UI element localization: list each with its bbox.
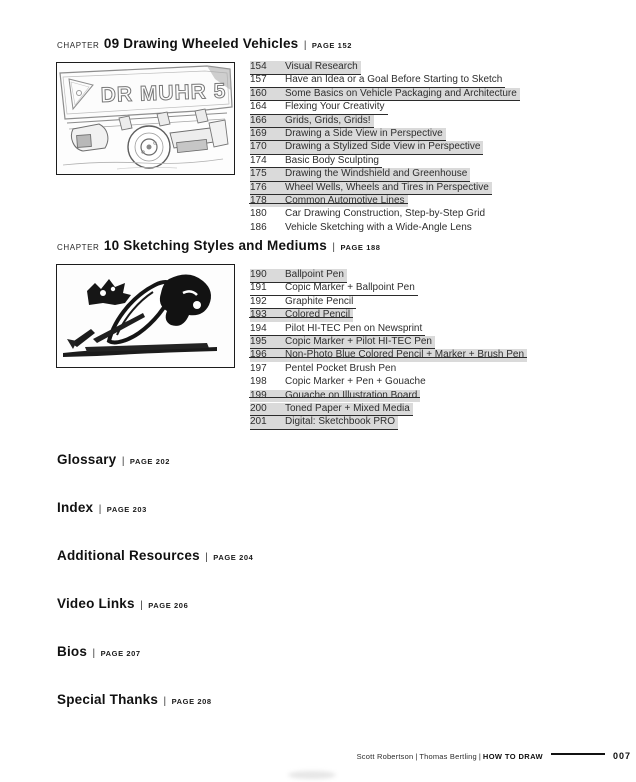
toc-entry-text <box>250 403 413 417</box>
toc-entry-page-number: 176 <box>250 181 267 193</box>
footer-rule <box>551 753 605 755</box>
toc-entry-page-number: 190 <box>250 269 267 280</box>
toc-entry-title: Common Automotive Lines <box>285 194 405 206</box>
toc-entry-text <box>250 208 488 221</box>
chapter-09-heading <box>57 35 352 53</box>
toc-entry-title: Visual Research <box>285 61 358 72</box>
section-page-label: PAGE 208 <box>171 697 212 706</box>
toc-entry-page-number: 198 <box>250 376 267 388</box>
toc-entry-title: Copic Marker + Pilot HI-TEC Pen <box>285 335 432 347</box>
back-matter-heading <box>57 452 253 469</box>
toc-entry-page-number: 160 <box>250 87 267 99</box>
toc-entry-page-number: 194 <box>250 322 267 334</box>
section-title: Index <box>57 500 94 515</box>
truck-lettering: DR MUHR 5 <box>100 79 227 107</box>
toc-entry-text <box>250 282 418 296</box>
back-matter-heading <box>57 548 253 565</box>
toc-entry-page-number: 196 <box>250 349 267 361</box>
toc-entry-page-number: 191 <box>250 282 267 294</box>
toc-entry-page-number: 169 <box>250 127 267 139</box>
toc-entry-text <box>250 128 446 142</box>
toc-entry-page-number: 197 <box>250 362 267 374</box>
toc-entry-text <box>250 101 388 115</box>
toc-entry-text <box>250 323 425 337</box>
toc-entry-page-number: 186 <box>250 221 267 233</box>
toc-entry-page-number: 164 <box>250 101 267 113</box>
back-matter-heading <box>57 596 253 613</box>
toc-entry-title: Flexing Your Creativity <box>285 101 385 113</box>
section-title: Glossary <box>57 452 117 467</box>
toc-entry-text <box>250 141 483 155</box>
section-page-label: PAGE 206 <box>148 601 189 610</box>
toc-entry-title: Copic Marker + Ballpoint Pen <box>285 282 415 294</box>
pipe-separator: | <box>303 40 307 51</box>
toc-entry-page-number: 170 <box>250 141 267 153</box>
truck-sketch-drawing <box>57 63 234 174</box>
pipe-separator: | <box>415 752 418 761</box>
toc-entry-page-number: 192 <box>250 295 267 307</box>
back-matter-heading <box>57 692 253 709</box>
toc-entry-title: Gouache on Illustration Board <box>285 389 418 401</box>
section-page-label: PAGE 202 <box>129 457 171 466</box>
toc-entry-text <box>250 88 520 102</box>
pipe-separator: | <box>92 648 96 659</box>
toc-entry-page-number: 154 <box>250 61 267 72</box>
toc-entry-text <box>250 115 374 129</box>
toc-entry-title: Digital: Sketchbook PRO <box>285 416 396 428</box>
brush-sketch-drawing <box>57 265 234 367</box>
toc-entry-page-number: 193 <box>250 309 267 321</box>
footer-author2: Thomas Bertling <box>419 752 477 761</box>
truck-pencil-sketch-image <box>56 62 235 175</box>
toc-entry <box>250 264 600 280</box>
pipe-separator: | <box>140 600 143 611</box>
toc-entry-title: Pilot HI-TEC Pen on Newsprint <box>285 322 423 334</box>
toc-entry-page-number: 180 <box>250 208 267 220</box>
toc-entry-text <box>250 363 399 376</box>
toc-entry-page-number: 174 <box>250 154 267 166</box>
toc-entry-title: Have an Idea or a Goal Before Starting to Sketch <box>285 74 503 86</box>
chapter-title: 09 Drawing Wheeled Vehicles <box>103 36 299 51</box>
toc-entry-title: Toned Paper + Mixed Media <box>285 402 410 414</box>
toc-entry-title: Drawing the Windshield and Greenhouse <box>285 168 468 180</box>
toc-entry-page-number: 199 <box>250 389 267 401</box>
toc-entry-title: Copic Marker + Pen + Gouache <box>285 376 426 388</box>
chapter-10-toc-list <box>250 264 600 428</box>
toc-entry-title: Some Basics on Vehicle Packaging and Architecture <box>285 87 517 99</box>
toc-entry-text <box>250 390 420 403</box>
chapter-page-label: PAGE 188 <box>340 243 381 252</box>
toc-entry-page-number: 166 <box>250 114 267 126</box>
toc-entry-text <box>250 61 361 75</box>
chapter-label: CHAPTER <box>57 41 100 50</box>
scan-smudge-artifact <box>288 771 336 779</box>
toc-entry-text <box>250 296 356 310</box>
toc-entry-text <box>250 416 398 430</box>
toc-entry-text <box>250 155 382 169</box>
toc-entry-title: Drawing a Side View in Perspective <box>285 127 443 139</box>
toc-entry-text <box>250 336 435 350</box>
toc-entry-title: Vehicle Sketching with a Wide-Angle Lens <box>285 221 472 233</box>
section-title: Special Thanks <box>57 692 159 707</box>
toc-entry-title: Grids, Grids, Grids! <box>285 114 371 126</box>
footer-author1: Scott Robertson <box>356 752 414 761</box>
toc-entry-text <box>250 222 475 235</box>
pipe-separator: | <box>163 696 167 707</box>
toc-entry-title: Wheel Wells, Wheels and Tires in Perspective <box>285 181 489 193</box>
pipe-separator: | <box>121 456 125 467</box>
pipe-separator: | <box>205 552 208 563</box>
toc-entry-text <box>250 168 470 182</box>
footer-book-title: HOW TO DRAW <box>482 752 543 761</box>
section-title: Bios <box>57 644 88 659</box>
toc-entry-page-number: 178 <box>250 194 267 206</box>
toc-entry-text <box>250 195 408 208</box>
toc-entry-title: Car Drawing Construction, Step-by-Step Grid <box>285 208 486 220</box>
toc-entry <box>250 56 600 72</box>
toc-entry-text <box>250 182 492 196</box>
toc-entry-title: Basic Body Sculpting <box>285 154 379 166</box>
section-title: Video Links <box>57 596 135 611</box>
pipe-separator: | <box>478 752 481 761</box>
section-page-label: PAGE 204 <box>213 553 254 562</box>
brush-pen-vehicle-sketch-image <box>56 264 235 368</box>
chapter-title: 10 Sketching Styles and Mediums <box>103 238 327 253</box>
back-matter-heading <box>57 644 253 661</box>
toc-entry-page-number: 175 <box>250 168 267 180</box>
toc-entry-title: Colored Pencil <box>285 309 351 321</box>
pipe-separator: | <box>332 242 335 253</box>
section-title: Additional Resources <box>57 548 200 563</box>
section-page-label: PAGE 203 <box>106 505 147 514</box>
chapter-page-label: PAGE 152 <box>311 41 352 50</box>
toc-entry-title: Drawing a Stylized Side View in Perspective <box>285 141 481 153</box>
toc-entry-title: Ballpoint Pen <box>285 269 344 280</box>
toc-entry-text <box>250 376 429 389</box>
chapter-label: CHAPTER <box>57 243 100 252</box>
chapter-10-heading <box>57 237 381 255</box>
page-footer <box>357 746 631 764</box>
toc-entry-page-number: 195 <box>250 335 267 347</box>
toc-entry-title: Graphite Pencil <box>285 295 354 307</box>
toc-entry-text <box>250 349 527 362</box>
toc-entry-text <box>250 309 353 322</box>
toc-entry-title: Pentel Pocket Brush Pen <box>285 362 397 374</box>
pipe-separator: | <box>98 504 102 515</box>
back-matter <box>57 452 253 709</box>
footer-page-number: 007 <box>612 751 631 761</box>
toc-entry-page-number: 157 <box>250 74 267 86</box>
toc-entry-page-number: 200 <box>250 402 267 414</box>
section-page-label: PAGE 207 <box>100 649 141 658</box>
toc-entry-text <box>250 74 505 88</box>
chapter-09-toc-list <box>250 56 600 233</box>
toc-entry-page-number: 201 <box>250 416 267 428</box>
toc-entry-text <box>250 269 347 283</box>
back-matter-heading <box>57 500 253 517</box>
toc-entry-title: Non-Photo Blue Colored Pencil + Marker + Brush Pen <box>285 349 525 361</box>
